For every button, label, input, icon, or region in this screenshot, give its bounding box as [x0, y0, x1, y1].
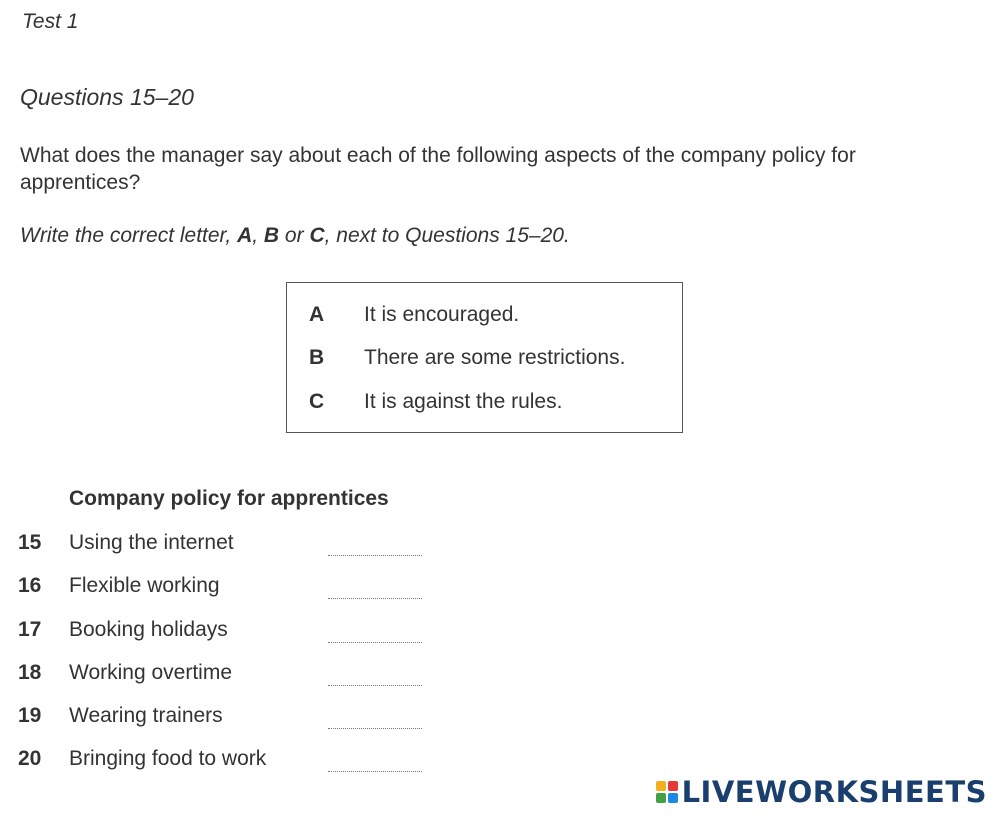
option-text: It is against the rules. — [364, 390, 563, 413]
question-row-18 — [18, 661, 438, 691]
liveworksheets-logo-icon — [656, 781, 678, 803]
test-label: Test 1 — [22, 10, 79, 33]
instruction-prompt: What does the manager say about each of the following aspects of the company policy for apprentices? — [20, 144, 856, 194]
question-text: Working overtime — [69, 661, 232, 684]
question-range-heading: Questions 15–20 — [20, 84, 194, 110]
answer-input-20[interactable] — [328, 765, 422, 772]
liveworksheets-logo — [656, 775, 987, 809]
letter-c: C — [309, 224, 325, 247]
option-row-a — [309, 303, 519, 327]
question-number: 20 — [18, 747, 42, 770]
option-letter: B — [309, 346, 325, 369]
logo-square-2 — [668, 781, 678, 791]
option-letter: C — [309, 390, 325, 413]
question-number: 15 — [18, 531, 42, 554]
answer-input-17[interactable] — [328, 636, 422, 643]
question-row-15 — [18, 531, 438, 561]
option-row-b — [309, 346, 625, 370]
question-number: 16 — [18, 574, 42, 597]
option-letter: A — [309, 303, 325, 326]
question-row-20 — [18, 747, 438, 777]
question-text: Wearing trainers — [69, 704, 223, 727]
instruction-write — [20, 224, 570, 248]
letter-b: B — [263, 224, 280, 247]
question-text: Flexible working — [69, 574, 220, 597]
answer-input-19[interactable] — [328, 722, 422, 729]
question-row-17 — [18, 618, 438, 648]
question-number: 17 — [18, 618, 42, 641]
answer-input-16[interactable] — [328, 592, 422, 599]
option-text: It is encouraged. — [364, 303, 520, 326]
question-text: Using the internet — [69, 531, 234, 554]
answer-input-18[interactable] — [328, 679, 422, 686]
sep-1: , — [252, 224, 264, 247]
option-row-c — [309, 390, 562, 414]
logo-square-1 — [656, 781, 666, 791]
sep-2: or — [279, 224, 310, 247]
options-box — [286, 282, 683, 433]
question-number: 19 — [18, 704, 42, 727]
policy-title: Company policy for apprentices — [69, 487, 389, 510]
question-text: Booking holidays — [69, 618, 228, 641]
question-row-16 — [18, 574, 438, 604]
answer-input-15[interactable] — [328, 549, 422, 556]
question-row-19 — [18, 704, 438, 734]
question-number: 18 — [18, 661, 42, 684]
liveworksheets-logo-text: LIVEWORKSHEETS — [681, 775, 987, 809]
logo-square-3 — [656, 793, 666, 803]
write-prefix: Write the correct letter, — [20, 224, 238, 247]
option-text: There are some restrictions. — [364, 346, 626, 369]
write-suffix: , next to Questions 15–20. — [324, 224, 570, 247]
logo-square-4 — [668, 793, 678, 803]
question-text: Bringing food to work — [69, 747, 267, 770]
letter-a: A — [237, 224, 253, 247]
